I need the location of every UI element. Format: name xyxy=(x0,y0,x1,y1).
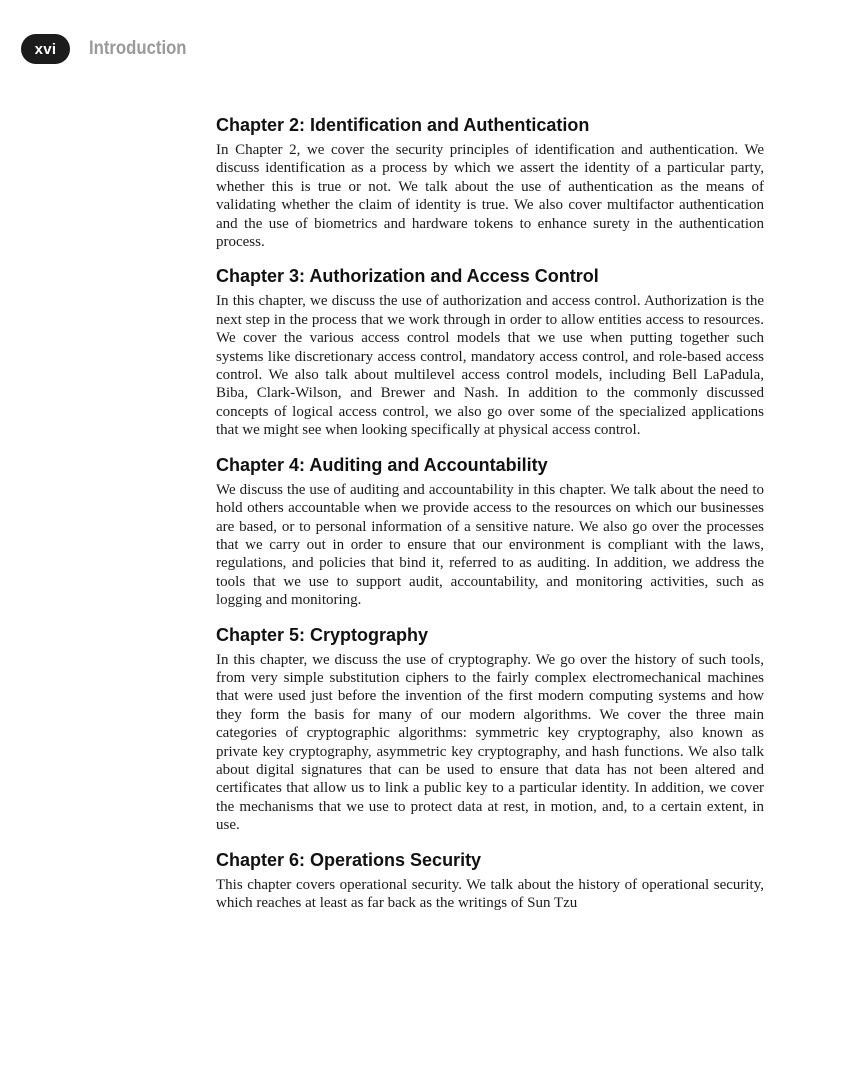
chapter-6-section xyxy=(216,848,764,913)
section-body: In this chapter, we discuss the use of authorization and access control. Authorization is the next step in the process that we work through in order to allow entities access to resources. We cover the various access control models that we use when putting together such systems like discretionary access control, mandatory access control, and role-based access control. We also talk about multilevel access control models, including Bell LaPadula, Biba, Clark-Wilson, and Brewer and Nash. In addition to the commonly discussed concepts of logical access control, we also go over some of the specialized applications that we might see when looking specifically at physical access control. xyxy=(216,293,764,439)
section-heading: Chapter 5: Cryptography xyxy=(216,624,429,645)
section-heading: Chapter 3: Authorization and Access Control xyxy=(216,266,599,287)
section-body: In Chapter 2, we cover the security principles of identification and authentication. We discuss identification as a process by which we assert the identity of a particular party, whether this is true or not. We talk about the use of authentication as the means of validating whether the claim of identity is true. We also cover multifactor authentication and the use of biometrics and hardware tokens to enhance surety in the authentication process. xyxy=(216,142,764,251)
chapter-4-section xyxy=(216,453,764,610)
running-title: Introduction xyxy=(89,38,187,59)
section-heading: Chapter 4: Auditing and Accountability xyxy=(216,454,548,475)
page-content xyxy=(216,113,764,925)
section-body: In this chapter, we discuss the use of cryptography. We go over the history of such tools, from very simple substitution ciphers to the fairly complex electromechanical machines that were used just before the invention of the first modern computing systems and how they form the basis for many of our modern algorithms. We cover the three main categories of cryptographic algorithms: symmetric key cryptography, also known as private key cryptography, asymmetric key cryptography, and hash functions. We also talk about digital signatures that can be used to ensure that data has not been altered and certificates that allow us to link a public key to a particular identity. In addition, we cover the mechanisms that we use to protect data at rest, in motion, and, to a certain extent, in use. xyxy=(216,651,764,834)
page-header xyxy=(21,34,200,64)
section-heading: Chapter 6: Operations Security xyxy=(216,849,482,870)
chapter-3-section xyxy=(216,264,764,439)
chapter-5-section xyxy=(216,623,764,835)
section-heading: Chapter 2: Identification and Authentication xyxy=(216,115,590,135)
section-body: This chapter covers operational security. We talk about the history of operational security, which reaches at least as far back as the writings of Sun Tzu xyxy=(216,876,764,911)
page-number-badge: xvi xyxy=(21,34,70,64)
chapter-2-section xyxy=(216,113,764,251)
section-body: We discuss the use of auditing and accountability in this chapter. We talk about the need to hold others accountable when we provide access to the resources on which our businesses are based, or to personal information of a sensitive nature. We also go over the processes that we carry out in order to ensure that our environment is compliant with the laws, regulations, and policies that bind it, referred to as auditing. In addition, we address the tools that we use to support audit, accountability, and monitoring activities, such as logging and monitoring. xyxy=(216,481,764,609)
